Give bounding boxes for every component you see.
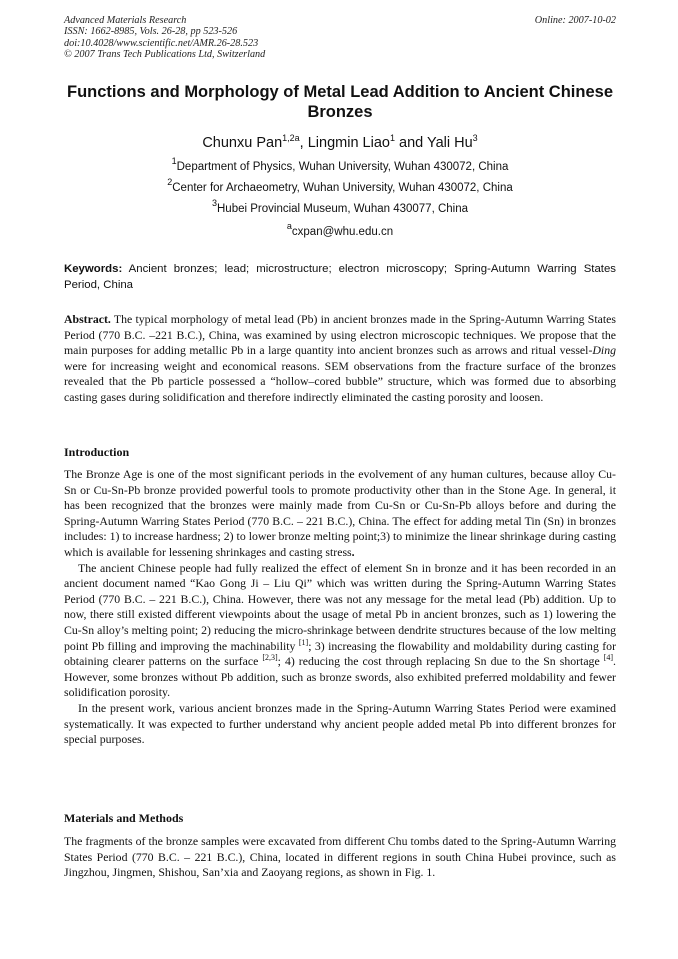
paragraph-text: The ancient Chinese people had fully realized the effect of element Sn in bronze and it has been recorded in an ancient document named “Kao Gong Ji – Liu Qi” which was written during the Spring-Autumn Warring States Period (770 B.C. – 221 B.C.), China. However, there was not any message for the metal lead (Pb) addition. Up to now, there still existed different viewpoints about the usage of metal Pb in ancient bronzes, such as 1) lowering the Cu-Sn alloy’s melting point; 2) reducing the micro-shrinkage between dendrite structures because of the low melting point Pb filling and improving the machinability [64, 560, 616, 653]
doi-line: doi:10.4028/www.scientific.net/AMR.26-28.523 [64, 37, 259, 49]
author-superscript: 3 [472, 133, 478, 143]
abstract-label: Abstract. [64, 312, 111, 326]
paragraph-text: . However, some bronzes without Pb addition, such as bronze swords, also exhibited preferred moldability and fewer solidification porosity. [64, 654, 616, 700]
affiliation-superscript: 2 [167, 177, 173, 187]
author-line [64, 134, 616, 152]
author-separator: and [394, 135, 427, 151]
affiliation-superscript: 3 [211, 198, 217, 208]
methods-body [64, 834, 616, 881]
paper-title: Functions and Morphology of Metal Lead Addition to Ancient Chinese Bronzes [66, 83, 613, 121]
keywords [64, 262, 616, 294]
citation-ref: [2,3] [262, 653, 278, 663]
paragraph: In the present work, various ancient bronzes made in the Spring-Autumn Warring States Period were examined systematically. It was expected to further understand why ancient people added metal Pb into different bronzes for special purposes. [64, 700, 616, 747]
citation-ref: [4] [603, 653, 614, 663]
author-name: Lingmin Liao [307, 135, 390, 151]
author-superscript: 1 [389, 133, 395, 143]
abstract [64, 312, 616, 405]
paragraph-end-mark: . [351, 544, 355, 559]
author-superscript: 1,2a [282, 133, 300, 143]
online-date: Online: 2007-10-02 [534, 15, 616, 26]
affiliation-superscript: 1 [171, 156, 177, 166]
abstract-text: The typical morphology of metal lead (Pb) in ancient bronzes made in the Spring-Autumn Warring States Period (770 B.C. –221 B.C.), China, was examined by using electron microscopic techniques. We propose that the main purposes for adding metallic Pb in a large quantity into ancient bronzes such as arrows and ritual vessel- [64, 312, 616, 357]
affiliation [64, 198, 616, 216]
keywords-text: Ancient bronzes; lead; microstructure; electron microscopy; Spring-Autumn Warring States Period, China [64, 263, 616, 291]
section-heading-methods: Materials and Methods [64, 811, 184, 825]
email-superscript: a [286, 221, 292, 231]
affiliation-text: Hubei Provincial Museum, Wuhan 430077, China [217, 203, 469, 215]
citation-ref: [1] [298, 637, 309, 647]
affiliation [64, 156, 616, 174]
affiliation-text: Department of Physics, Wuhan University, Wuhan 430072, China [176, 161, 509, 173]
author-name: Chunxu Pan [202, 135, 283, 151]
affiliation [64, 177, 616, 195]
issn-line: ISSN: 1662-8985, Vols. 26-28, pp 523-526 [64, 26, 238, 38]
paragraph [64, 467, 616, 561]
paragraph [64, 561, 616, 701]
paragraph-text: ; 4) reducing the cost through replacing Sn due to the Sn shortage [277, 654, 604, 669]
author-name: Yali Hu [426, 135, 473, 151]
email-text: cxpan@whu.edu.cn [291, 226, 394, 238]
copyright-line: © 2007 Trans Tech Publications Ltd, Switzerland [64, 49, 266, 61]
paragraph-text: ; 3) increasing the flowability and moldability during casting for obtaining clearer patterns on the surface [64, 638, 617, 669]
section-heading-introduction: Introduction [64, 445, 130, 459]
contact-email [64, 221, 616, 239]
paragraph-text: The Bronze Age is one of the most significant periods in the evolvement of any human cultures, because alloy Cu-Sn or Cu-Sn-Pb bronze provided powerful tools to promote productivity other than in the Stone Age. In general, it has been recognized that the bronzes were mainly made from Cu-Sn or Cu-Sn-Pb alloys before and during the Spring-Autumn Warring States Period (770 B.C. – 221 B.C.), China. The effect for adding metal Tin (Sn) in bronzes includes: 1) to increase hardness; 2) to lower bronze melting point;3) to minimize the linear shrinkage during casting which is available for lessening shrinkages and casting stress [64, 467, 616, 559]
keywords-label: Keywords: [64, 263, 123, 275]
journal-header [64, 15, 616, 61]
abstract-italic-term: Ding [592, 343, 616, 357]
abstract-text: were for increasing weight and economical reasons. SEM observations from the fracture surface of the bronzes revealed that the Pb particle possessed a “hollow–cored bubble” structure, which was formed due to absorbing casting gases during solidification and therefore indirectly eliminated the casting porosity and loosen. [64, 358, 616, 404]
author-separator: , [299, 135, 308, 151]
journal-name: Advanced Materials Research [64, 15, 187, 26]
introduction-body [64, 467, 616, 748]
affiliation-text: Center for Archaeometry, Wuhan University, Wuhan 430072, China [172, 182, 513, 194]
paragraph: The fragments of the bronze samples were excavated from different Chu tombs dated to the Spring-Autumn Warring States Period (770 B.C. – 221 B.C.), China, located in different regions in south China Hubei province, such as Jingzhou, Jingmen, Shishou, San’xia and Zaoyang regions, as shown in Fig. 1. [64, 834, 616, 880]
